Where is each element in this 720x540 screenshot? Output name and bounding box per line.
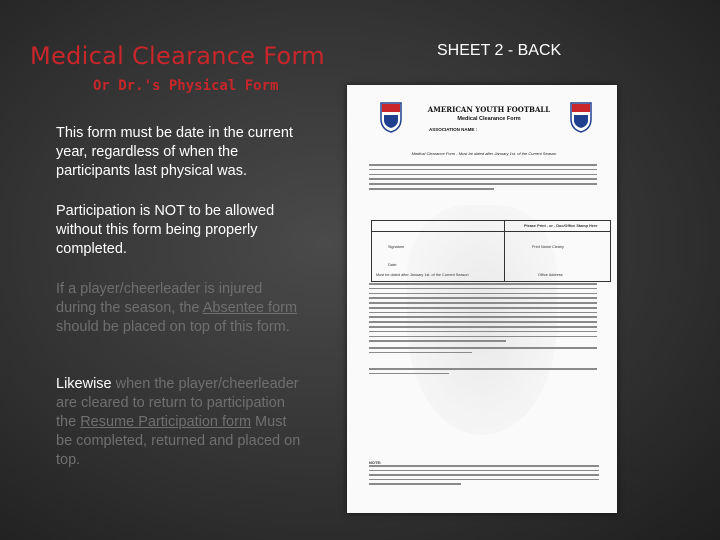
slide-title: Medical Clearance Form [30,42,325,70]
sheet-label: SHEET 2 - BACK [437,42,562,59]
doc-association-field: ASSOCIATION NAME : [429,127,478,132]
doc-statement-2-text [369,347,597,357]
doc-statement-text [369,164,597,193]
doc-note-text [369,465,599,488]
injury-text: If a player/cheerleader is injured during the season, the [56,281,263,316]
likewise-text: Likewise [56,376,112,392]
paragraph-participation: Participation is NOT to be allowed without this form being properly completed. [56,203,275,257]
injury-text-end: should be placed on top of this form. [56,319,290,335]
doc-office-address-label: Office Address [538,273,563,277]
paragraph-resume [56,375,306,470]
doc-note-label: NOTE: [369,460,382,465]
form-document-image [347,85,617,513]
ayf-logo-left-icon [379,101,403,133]
paragraph-injury [56,280,306,337]
doc-please-note-text [369,283,597,345]
ayf-logo-right-icon [569,101,593,133]
doc-date-notice: Medical Clearance Form - Must be dated after January 1st. of the Current Season [411,151,557,156]
resume-text: when the player/cheerleader are cleared to return to participation the Resume Participation form Must be completed, returned and placed on top. [56,376,301,468]
doc-stamp-label: Please Print - or - Doc/Office Stamp Here [524,224,598,228]
doc-date-label: Date: [388,263,398,267]
resume-participation-form-link[interactable]: Resume Participation form [80,414,252,430]
doc-print-name-label: Print Name Clearly [532,245,564,249]
doc-signature-box [371,220,611,282]
doc-date-note: Must be dated after January 1st. of the Current Season [376,273,469,277]
doc-org-title: AMERICAN YOUTH FOOTBALL [427,105,551,114]
absentee-form-link[interactable]: Absentee form [202,300,298,316]
doc-modification-text [369,368,597,378]
doc-form-title: Medical Clearance Form [457,116,521,122]
paragraph-date-requirement: This form must be date in the current year, regardless of when the participants last physical was. [56,125,293,179]
doc-signature-label: Signature [388,245,405,249]
slide-subtitle: Or Dr.'s Physical Form [93,78,279,94]
